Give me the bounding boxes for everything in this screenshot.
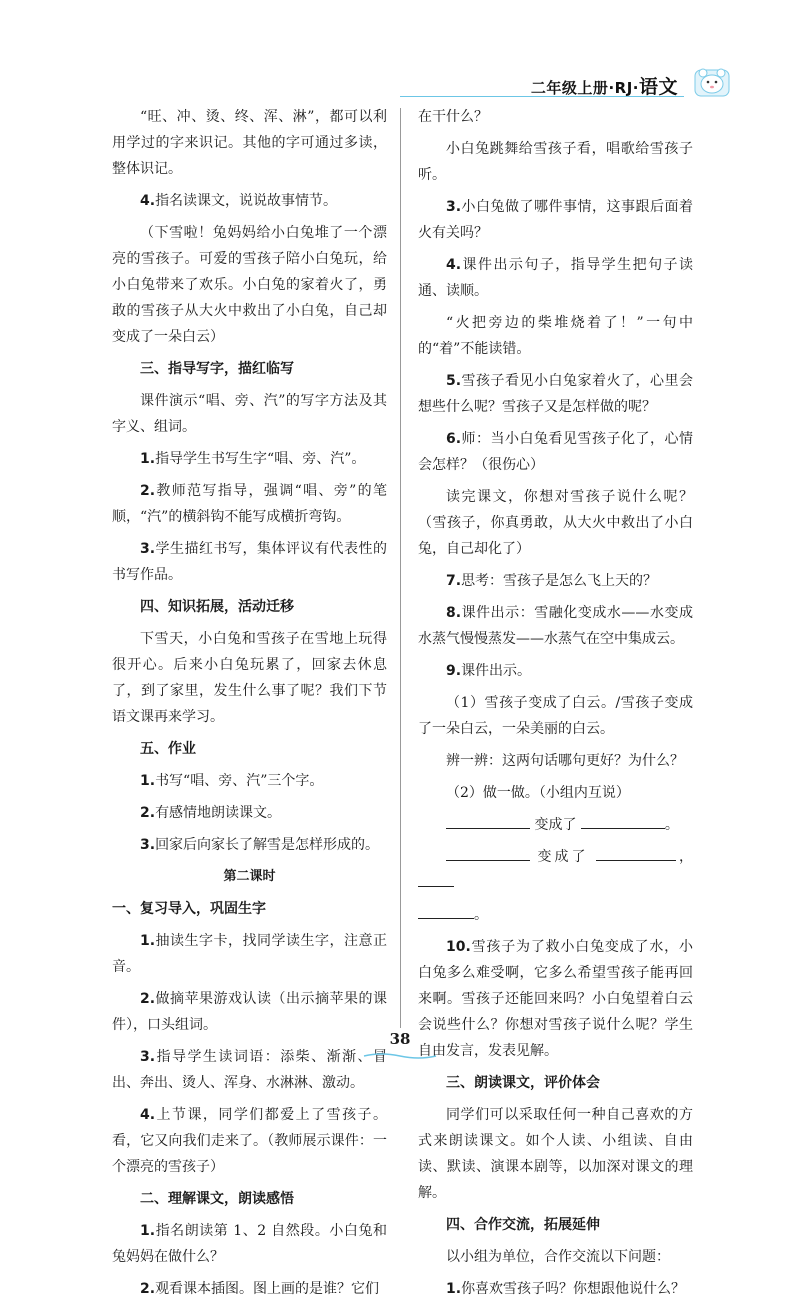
blank-line <box>596 844 676 861</box>
paragraph: 4.上节课，同学们都爱上了雪孩子。看，它又向我们走来了。（教师展示课件：一个漂亮的雪孩子） <box>112 1107 387 1175</box>
lesson-title: 第二课时 <box>223 869 276 884</box>
blank-line <box>446 844 530 861</box>
blank-line <box>418 902 474 919</box>
blank-line <box>581 812 665 829</box>
paragraph: 3.学生描红书写，集体评议有代表性的书写作品。 <box>112 541 387 583</box>
section-heading: 一、复习导入，巩固生字 <box>112 901 266 917</box>
paragraph: 以小组为单位，合作交流以下问题： <box>446 1249 670 1265</box>
paragraph: 课件演示“唱、旁、汽”的写字方法及其字义、组词。 <box>112 393 387 435</box>
paragraph: 1.指名朗读第 1、2 自然段。小白兔和兔妈妈在做什么？ <box>112 1223 387 1265</box>
page-header <box>400 66 732 102</box>
paragraph: （1）雪孩子变成了白云。/雪孩子变成了一朵白云，一朵美丽的白云。 <box>418 695 693 737</box>
paragraph: 3.小白兔做了哪件事情，这事跟后面着火有关吗？ <box>418 199 693 241</box>
paragraph: 在干什么？ <box>418 109 488 125</box>
page-number-ornament <box>362 1052 438 1060</box>
paragraph: 2.教师范写指导，强调“唱、旁”的笔顺，“汽”的横斜钩不能写成横折弯钩。 <box>112 483 387 525</box>
section-heading: 五、作业 <box>140 741 196 757</box>
paragraph: 4.课件出示句子，指导学生把句子读通、读顺。 <box>418 257 693 299</box>
paragraph: 5.雪孩子看见小白兔家着火了，心里会想些什么呢？雪孩子又是怎样做的呢？ <box>418 373 693 415</box>
paragraph: 1.抽读生字卡，找同学读生字，注意正音。 <box>112 933 387 975</box>
blank-line <box>418 870 454 887</box>
fill-blank-line: 变成了 。 <box>418 812 693 838</box>
bear-face-icon <box>692 64 732 100</box>
paragraph: 同学们可以采取任何一种自己喜欢的方式来朗读课文。如个人读、小组读、自由读、默读、演课本剧等，以加深对课文的理解。 <box>418 1107 693 1201</box>
paragraph: 3.指导学生读词语：添柴、渐渐、冒出、奔出、烫人、浑身、水淋淋、激动。 <box>112 1049 387 1091</box>
paragraph: 下雪天，小白兔和雪孩子在雪地上玩得很开心。后来小白兔玩累了，回家去休息了，到了家里，发生什么事了呢？我们下节语文课再来学习。 <box>112 631 387 725</box>
paragraph: 9.课件出示。 <box>446 663 532 679</box>
paragraph: 3.回家后向家长了解雪是怎样形成的。 <box>140 837 380 853</box>
blank-line <box>446 812 530 829</box>
paragraph: 1.书写“唱、旁、汽”三个字。 <box>140 773 324 789</box>
paragraph: 4.指名读课文，说说故事情节。 <box>140 193 338 209</box>
fill-blank-line: 。 <box>418 902 693 928</box>
fill-blank-line: 变成了 ， <box>418 844 693 896</box>
section-heading: 四、合作交流，拓展延伸 <box>446 1217 600 1233</box>
header-grade: 二年级上册 <box>530 79 609 97</box>
section-heading: 三、指导写字，描红临写 <box>140 361 294 377</box>
paragraph: “旺、冲、烫、终、浑、淋”，都可以利用学过的字来识记。其他的字可通过多读，整体识记。 <box>112 109 387 177</box>
paragraph: “火把旁边的柴堆烧着了！”一句中的“着”不能读错。 <box>418 315 693 357</box>
paragraph: 8.课件出示：雪融化变成水——水变成水蒸气慢慢蒸发——水蒸气在空中集成云。 <box>418 605 693 647</box>
paragraph: 2.做摘苹果游戏认读（出示摘苹果的课件），口头组词。 <box>112 991 387 1033</box>
left-column <box>112 104 387 1308</box>
paragraph: 读完课文，你想对雪孩子说什么呢？（雪孩子，你真勇敢，从大火中救出了小白兔，自己却化了） <box>418 489 693 557</box>
section-heading: 三、朗读课文，评价体会 <box>446 1075 600 1091</box>
paragraph: 10.雪孩子为了救小白兔变成了水，小白兔多么难受啊，它多么希望雪孩子能再回来啊。雪孩子还能回来吗？小白兔望着白云会说些什么？你想对雪孩子说什么呢？学生自由发言，发表见解。 <box>418 939 693 1059</box>
header-edition: RJ <box>614 79 633 97</box>
paragraph: 2.观看课本插图。图上画的是谁？它们 <box>140 1281 380 1297</box>
header-subject: 语文 <box>638 76 678 98</box>
paragraph: 1.指导学生书写生字“唱、旁、汽”。 <box>140 451 366 467</box>
paragraph: 7.思考：雪孩子是怎么飞上天的？ <box>446 573 658 589</box>
paragraph: 辨一辨：这两句话哪句更好？为什么？ <box>446 753 684 769</box>
right-column <box>418 104 693 1308</box>
section-heading: 二、理解课文，朗读感悟 <box>140 1191 294 1207</box>
page-number: 38 <box>389 1030 411 1048</box>
header-title: 二年级上册·RJ·语文 <box>530 76 678 98</box>
paragraph: 小白兔跳舞给雪孩子看，唱歌给雪孩子听。 <box>418 141 693 183</box>
paragraph: 6.师：当小白兔看见雪孩子化了，心情会怎样？（很伤心） <box>418 431 693 473</box>
paragraph: 2.有感情地朗读课文。 <box>140 805 282 821</box>
paragraph: 1.你喜欢雪孩子吗？你想跟他说什么？ <box>446 1281 686 1297</box>
paragraph: （下雪啦！兔妈妈给小白兔堆了一个漂亮的雪孩子。可爱的雪孩子陪小白兔玩，给小白兔带来了欢乐。小白兔的家着火了，勇敢的雪孩子从大火中救出了小白兔，自己却变成了一朵白云） <box>112 225 387 345</box>
column-divider <box>400 108 401 1028</box>
paragraph: （2）做一做。（小组内互说） <box>446 785 630 801</box>
section-heading: 四、知识拓展，活动迁移 <box>140 599 294 615</box>
